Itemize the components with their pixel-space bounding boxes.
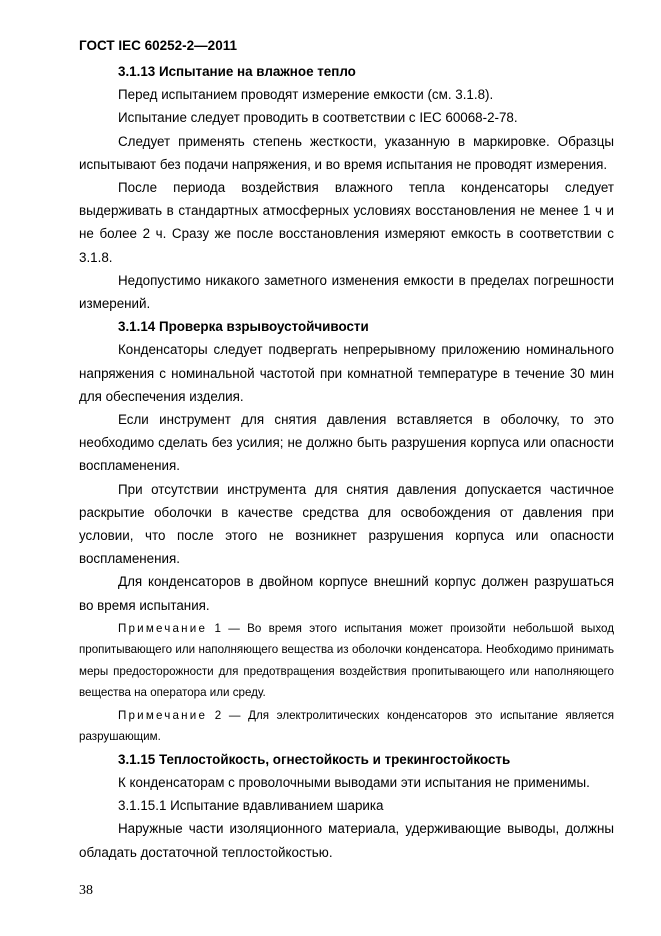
paragraph: Если инструмент для снятия давления вставляется в оболочку, то это необходимо сделать без усилия; не должно быть разрушения корпуса или опасности воспламенения. <box>79 412 614 474</box>
paragraph: Испытание следует проводить в соответствии с IEC 60068-2-78. <box>118 110 518 126</box>
paragraph: К конденсаторам с проволочными выводами эти испытания не применимы. <box>118 775 590 791</box>
document-body <box>79 60 614 864</box>
section-heading-3-1-13: 3.1.13 Испытание на влажное тепло <box>118 64 356 79</box>
section-heading-3-1-14: 3.1.14 Проверка взрывоустойчивости <box>118 319 369 335</box>
note-text: 2 — Для электролитических конденсаторов это испытание является разрушающим. <box>79 708 614 744</box>
paragraph: Конденсаторы следует подвергать непрерывному приложению номинального напряжения с номинальной частотой при комнатной температуре в течение 30 мин для обеспечения изделия. <box>79 342 614 404</box>
note-2 <box>79 705 614 748</box>
subsection-heading-3-1-15-1: 3.1.15.1 Испытание вдавливанием шарика <box>118 798 384 814</box>
paragraph: Для конденсаторов в двойном корпусе внешний корпус должен разрушаться во время испытания. <box>79 574 614 613</box>
page-number: 38 <box>79 883 93 898</box>
document-header: ГОСТ IEC 60252-2—2011 <box>79 38 237 53</box>
paragraph: Наружные части изоляционного материала, удерживающие выводы, должны обладать достаточной теплостойкостью. <box>79 821 614 860</box>
paragraph: При отсутствии инструмента для снятия давления допускается частичное раскрытие оболочки в качестве средства для освобождения от давления при условии, что после этого не возникнет разрушения корпуса или опасности воспламенения. <box>79 481 614 567</box>
paragraph: После периода воздействия влажного тепла конденсаторы следует выдерживать в стандартных атмосферных условиях восстановления не менее 1 ч и не более 2 ч. Сразу же после восстановления измеряют емкость в соответствии с 3.1.8. <box>79 180 614 265</box>
note-label: Примечание <box>118 621 208 635</box>
paragraph: Следует применять степень жесткости, указанную в маркировке. Образцы испытывают без подачи напряжения, и во время испытания не проводят измерения. <box>79 133 614 172</box>
paragraph: Перед испытанием проводят измерение емкости (см. 3.1.8). <box>118 87 494 103</box>
note-1 <box>79 618 614 704</box>
section-heading-3-1-15: 3.1.15 Теплостойкость, огнестойкость и трекингостойкость <box>118 751 511 767</box>
paragraph: Недопустимо никакого заметного изменения емкости в пределах погрешности измерений. <box>79 272 614 312</box>
note-text: 1 — Во время этого испытания может произойти небольшой выход пропитывающего или наполняющего вещества из оболочки конденсатора. Необходимо принимать меры предосторожности для предотвращения воздействия пропитывающего или наполняющего вещества на оператора или среду. <box>79 621 614 700</box>
note-label: Примечание <box>118 708 208 722</box>
